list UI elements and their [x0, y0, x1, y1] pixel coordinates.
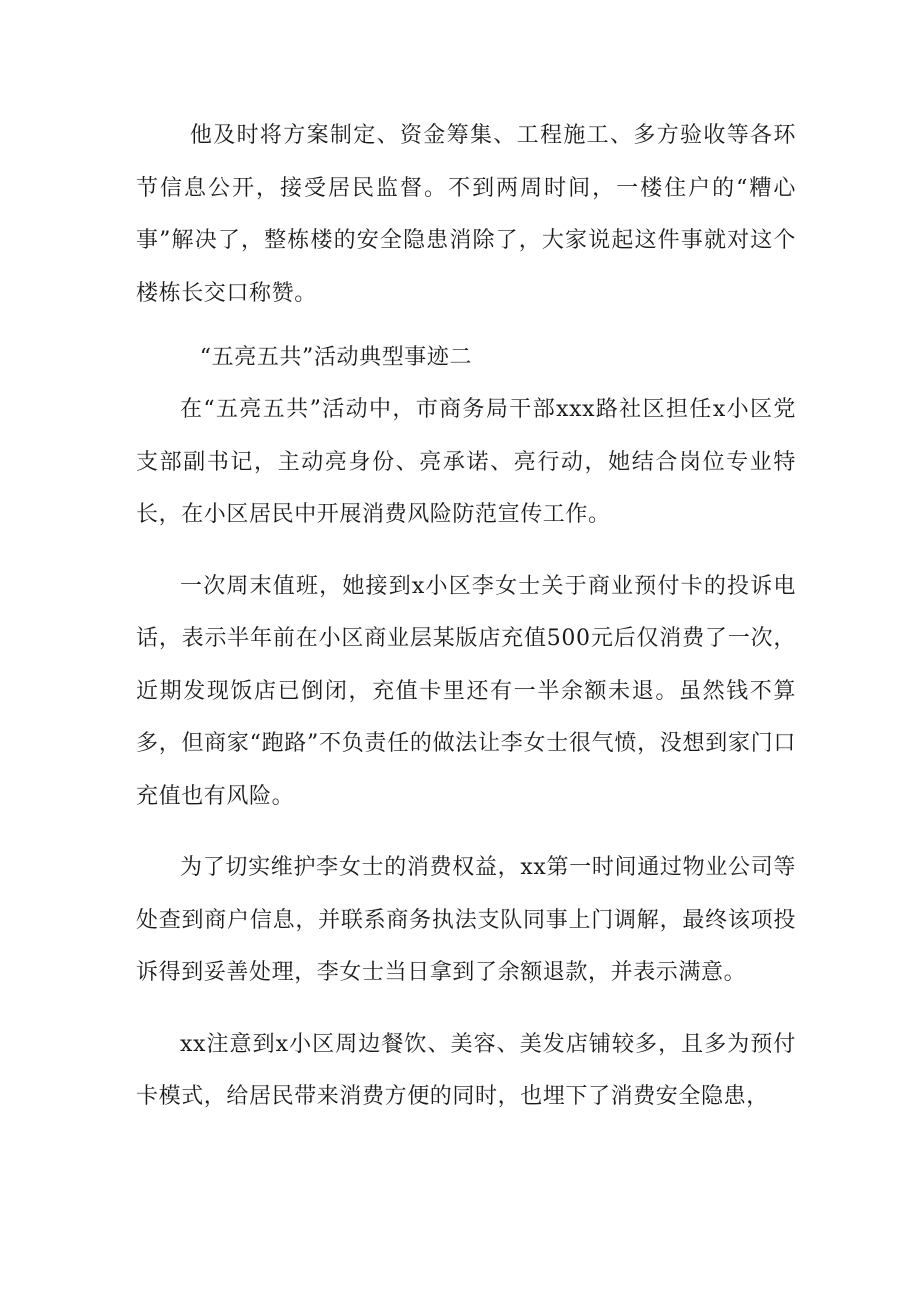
document-body	[136, 110, 796, 1143]
paragraph-5: xx注意到x小区周边餐饮、美容、美发店铺较多，且多为预付卡模式，给居民带来消费方便的同时，也埋下了消费安全隐患，	[136, 1031, 796, 1109]
paragraph-1: 他及时将方案制定、资金筹集、工程施工、多方验收等各环节信息公开，接受居民监督。不到两周时间，一楼住户的“糟心事”解决了，整栋楼的安全隐患消除了，大家说起这件事就对这个楼栋长交口称赞。	[136, 123, 796, 306]
paragraph-3: 一次周末值班，她接到x小区李女士关于商业预付卡的投诉电话，表示半年前在小区商业层某版店充值500元后仅消费了一次，近期发现饭店已倒闭，充值卡里还有一半余额未退。虽然钱不算多，但商家“跑路”不负责任的做法让李女士很气愤，没想到家门口充值也有风险。	[136, 573, 796, 809]
paragraph-2: 在“五亮五共”活动中，市商务局干部xxx路社区担任x小区党支部副书记，主动亮身份、亮承诺、亮行动，她结合岗位专业特长，在小区居民中开展消费风险防范宣传工作。	[136, 397, 796, 527]
section-heading: “五亮五共”活动典型事迹二	[199, 345, 473, 370]
paragraph-4: 为了切实维护李女士的消费权益，xx第一时间通过物业公司等处查到商户信息，并联系商务执法支队同事上门调解，最终该项投诉得到妥善处理，李女士当日拿到了余额退款，并表示满意。	[136, 855, 796, 985]
